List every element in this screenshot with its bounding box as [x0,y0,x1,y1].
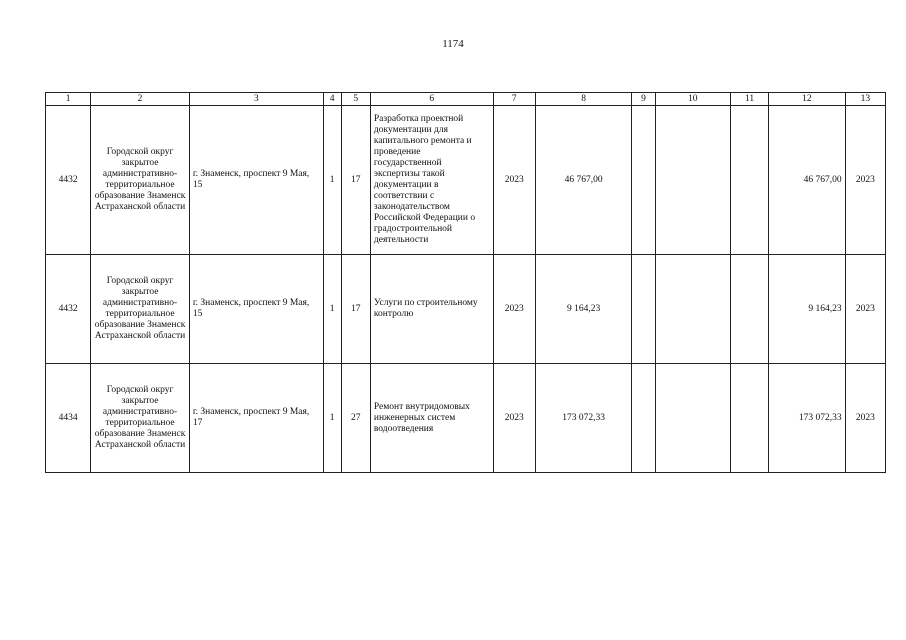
cell-col10 [655,106,730,255]
municipality-cell: Городской округ закрытое административно-территориальное образование Знаменск Астраханской области [91,255,190,364]
column-header: 4 [323,93,341,106]
column-header: 5 [341,93,370,106]
year-cell: 2023 [493,106,535,255]
cell-col10 [655,255,730,364]
cell-col4: 1 [323,364,341,473]
table-row [46,106,886,255]
cell-col11 [730,106,768,255]
column-header: 8 [535,93,632,106]
row-number: 4432 [46,106,91,255]
cell-col9 [632,255,655,364]
completion-year-cell: 2023 [845,106,885,255]
amount-cell: 9 164,23 [535,255,632,364]
cell-col5: 17 [341,255,370,364]
table-row [46,364,886,473]
register-table [45,92,886,473]
cell-col5: 17 [341,106,370,255]
total-amount-cell: 46 767,00 [769,106,845,255]
header-row [46,93,886,106]
amount-cell: 46 767,00 [535,106,632,255]
completion-year-cell: 2023 [845,255,885,364]
row-number: 4432 [46,255,91,364]
cell-col4: 1 [323,106,341,255]
total-amount-cell: 9 164,23 [769,255,845,364]
column-header: 13 [845,93,885,106]
work-type-cell: Разработка проектной документации для капитального ремонта и проведение государственной экспертизы такой документации в соответствии с законодательством Российской Федерации о градостроительной деятельности [370,106,493,255]
total-amount-cell: 173 072,33 [769,364,845,473]
cell-col9 [632,364,655,473]
column-header: 11 [730,93,768,106]
table-row [46,255,886,364]
page-number: 1174 [442,38,464,50]
municipality-cell: Городской округ закрытое административно-территориальное образование Знаменск Астраханской области [91,106,190,255]
column-header: 10 [655,93,730,106]
row-number: 4434 [46,364,91,473]
address-cell: г. Знаменск, проспект 9 Мая, 15 [189,255,323,364]
amount-cell: 173 072,33 [535,364,632,473]
column-header: 12 [769,93,845,106]
column-header: 7 [493,93,535,106]
completion-year-cell: 2023 [845,364,885,473]
work-type-cell: Услуги по строительному контролю [370,255,493,364]
work-type-cell: Ремонт внутридомовых инженерных систем водоотведения [370,364,493,473]
year-cell: 2023 [493,255,535,364]
address-cell: г. Знаменск, проспект 9 Мая, 17 [189,364,323,473]
cell-col9 [632,106,655,255]
cell-col5: 27 [341,364,370,473]
column-header: 2 [91,93,190,106]
year-cell: 2023 [493,364,535,473]
cell-col11 [730,255,768,364]
column-header: 9 [632,93,655,106]
column-header: 6 [370,93,493,106]
municipality-cell: Городской округ закрытое административно-территориальное образование Знаменск Астраханской области [91,364,190,473]
column-header: 1 [46,93,91,106]
column-header: 3 [189,93,323,106]
cell-col4: 1 [323,255,341,364]
cell-col11 [730,364,768,473]
cell-col10 [655,364,730,473]
address-cell: г. Знаменск, проспект 9 Мая, 15 [189,106,323,255]
